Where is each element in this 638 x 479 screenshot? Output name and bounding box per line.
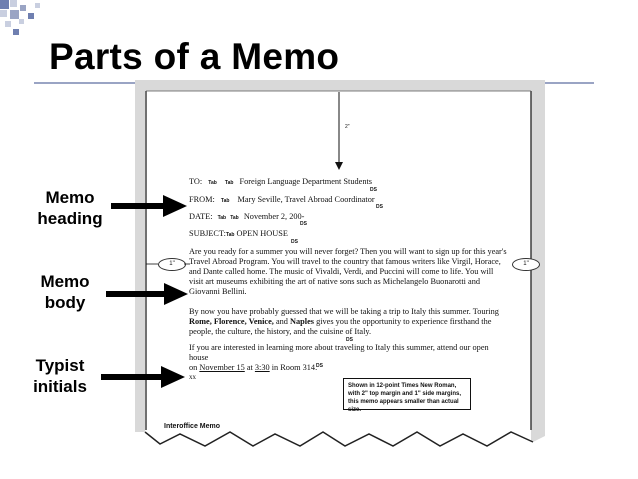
label-line: heading [37, 209, 103, 228]
tab-mark: Tab [208, 180, 217, 186]
ds-mark: DS [376, 204, 383, 210]
right-margin-label: 1" [512, 258, 540, 271]
city-naples: Naples [290, 317, 314, 326]
corner-square [0, 0, 9, 9]
body-arrow [106, 281, 188, 307]
top-margin-label: 2" [345, 124, 350, 130]
label-line: Memo [40, 272, 90, 291]
corner-square [5, 21, 11, 27]
ds-mark: DS [291, 239, 298, 245]
connector-text: and [273, 317, 291, 326]
tab-mark: Tab [220, 198, 230, 204]
memo-paragraph-2 [189, 307, 509, 337]
memo-paragraph-1: Are you ready for a summer you will never forget? Then you will want to sign up for this year's Travel Abroad Program. You will travel to the country that famous writers like Virgil, Horace, and Dante called home. The music of Vivaldi, Verdi, and Puccini will come to life. You will visit art museums exhibiting the art of native sons such as Michelangelo Buonarotti and Giovanni Bellini. [189, 247, 507, 296]
memo-to-line [189, 177, 372, 188]
paragraph-2-line-1: By now you have probably guessed that we will be taking a trip to Italy this summer. Touring [189, 307, 499, 316]
label-memo-body [30, 271, 100, 313]
event-time: 3:30 [254, 363, 270, 372]
tab-mark: Tab [217, 215, 227, 221]
corner-square [35, 3, 40, 8]
paragraph-3-line-1: If you are interested in learning more about traveling to Italy this summer, attend our open house [189, 343, 489, 362]
corner-square [28, 13, 34, 19]
corner-square [10, 0, 17, 7]
ds-mark: DS [300, 221, 307, 227]
left-margin-label: 1" [158, 258, 186, 271]
subject-label: SUBJECT: [189, 229, 226, 238]
event-date: November 15 [199, 363, 245, 372]
corner-square [19, 19, 24, 24]
memo-date-line [189, 212, 304, 223]
paragraph-2-line-2: gives you the opportunity to experience firsthand the [314, 317, 492, 326]
corner-square [0, 10, 7, 17]
from-label: FROM: [189, 195, 215, 204]
to-value: Foreign Language Department Students [239, 177, 373, 186]
from-value: Mary Seville, Travel Abroad Coordinator [237, 195, 375, 204]
label-line: initials [33, 377, 87, 396]
paragraph-2-line-3: people, the culture, the history, and the cuisine of Italy. [189, 327, 372, 336]
slide-title: Parts of a Memo [49, 36, 340, 77]
typist-initials: xx [189, 373, 196, 381]
label-line: Memo [45, 188, 95, 207]
initials-arrow [101, 364, 185, 390]
corner-square [20, 5, 26, 11]
corner-square [13, 29, 19, 35]
label-typist-initials [25, 355, 95, 397]
ds-mark: DS [370, 187, 377, 193]
corner-square [10, 10, 19, 19]
subject-value: OPEN HOUSE [236, 229, 288, 238]
to-label: TO: [189, 177, 203, 186]
date-label: DATE: [189, 212, 213, 221]
label-memo-heading [35, 187, 105, 229]
size-note: Shown in 12-point Times New Roman, with 2" top margin and 1" side margins, this memo appears smaller than actual size. [343, 378, 471, 410]
memo-subject-line [189, 229, 288, 240]
top-margin-arrow [333, 92, 345, 172]
heading-arrow [111, 193, 187, 219]
label-line: body [44, 293, 86, 312]
paragraph-3-text: at [244, 363, 255, 372]
label-line: Typist [35, 356, 85, 375]
date-value: November 2, 200- [243, 212, 305, 221]
memo-paragraph-3 [189, 343, 509, 373]
memo-footer-label: Interoffice Memo [164, 423, 221, 430]
tab-mark: Tab [225, 232, 235, 238]
city-names: Rome, Florence, Venice, [189, 317, 274, 326]
ds-mark: DS [346, 337, 353, 343]
left-margin-arrow [146, 259, 190, 269]
paragraph-3-text: in Room 314. [269, 363, 318, 372]
tab-mark: Tab [230, 215, 239, 221]
memo-from-line [189, 195, 375, 206]
paragraph-3-text: on [189, 363, 200, 372]
tab-mark: Tab [224, 180, 234, 186]
ds-mark: DS [316, 363, 323, 369]
